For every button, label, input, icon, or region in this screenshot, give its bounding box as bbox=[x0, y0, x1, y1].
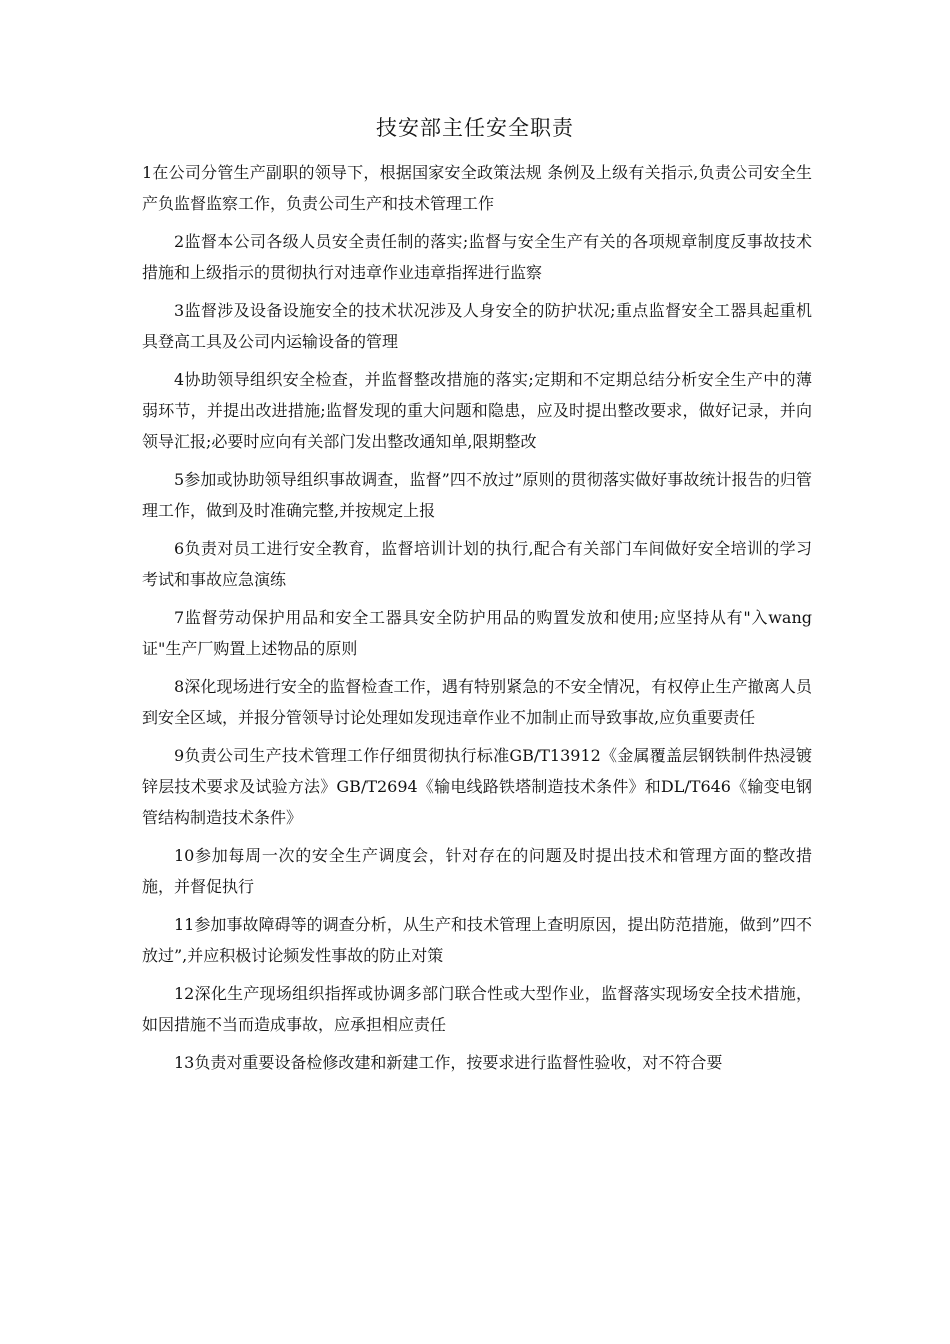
paragraph-13: 13负责对重要设备检修改建和新建工作，按要求进行监督性验收，对不符合要 bbox=[174, 1053, 723, 1072]
paragraph-3: 3监督涉及设备设施安全的技术状况涉及人身安全的防护状况;重点监督安全工器具起重机具登高工具及公司内运输设备的管理 bbox=[142, 301, 812, 351]
paragraph-4: 4协助领导组织安全检查，并监督整改措施的落实;定期和不定期总结分析安全生产中的薄弱环节，并提出改进措施;监督发现的重大问题和隐患，应及时提出整改要求，做好记录，并向领导汇报;必要时应向有关部门发出整改通知单,限期整改 bbox=[142, 370, 812, 451]
paragraph-6: 6负责对员工进行安全教育，监督培训计划的执行,配合有关部门车间做好安全培训的学习考试和事故应急演练 bbox=[142, 539, 812, 589]
paragraph-2: 2监督本公司各级人员安全责任制的落实;监督与安全生产有关的各项规章制度反事故技术措施和上级指示的贯彻执行对违章作业违章指挥进行监察 bbox=[142, 232, 812, 282]
paragraph-7: 7监督劳动保护用品和安全工器具安全防护用品的购置发放和使用;应坚持从有"入wang证"生产厂购置上述物品的原则 bbox=[142, 608, 812, 658]
paragraph-12: 12深化生产现场组织指挥或协调多部门联合性或大型作业，监督落实现场安全技术措施，如因措施不当而造成事故，应承担相应责任 bbox=[142, 984, 812, 1034]
paragraph-9: 9负责公司生产技术管理工作仔细贯彻执行标准GB/T13912《金属覆盖层钢铁制件热浸镀锌层技术要求及试验方法》GB/T2694《输电线路铁塔制造技术条件》和DL/T646《输变电钢管结构制造技术条件》 bbox=[142, 746, 812, 827]
paragraph-10: 10参加每周一次的安全生产调度会，针对存在的问题及时提出技术和管理方面的整改措施，并督促执行 bbox=[142, 846, 812, 896]
document-title: 技安部主任安全职责 bbox=[376, 116, 574, 140]
paragraph-8: 8深化现场进行安全的监督检查工作，遇有特别紧急的不安全情况，有权停止生产撤离人员到安全区域，并报分管领导讨论处理如发现违章作业不加制止而导致事故,应负重要责任 bbox=[142, 677, 812, 727]
paragraph-11: 11参加事故障碍等的调查分析，从生产和技术管理上查明原因，提出防范措施，做到”四不放过”,并应积极讨论频发性事故的防止对策 bbox=[142, 915, 812, 965]
paragraph-1: 1在公司分管生产副职的领导下，根据国家安全政策法规 条例及上级有关指示,负责公司安全生产负监督监察工作，负责公司生产和技术管理工作 bbox=[142, 163, 812, 213]
paragraph-5: 5参加或协助领导组织事故调查，监督”四不放过”原则的贯彻落实做好事故统计报告的归管理工作，做到及时准确完整,并按规定上报 bbox=[142, 470, 812, 520]
document-body bbox=[142, 157, 812, 1085]
